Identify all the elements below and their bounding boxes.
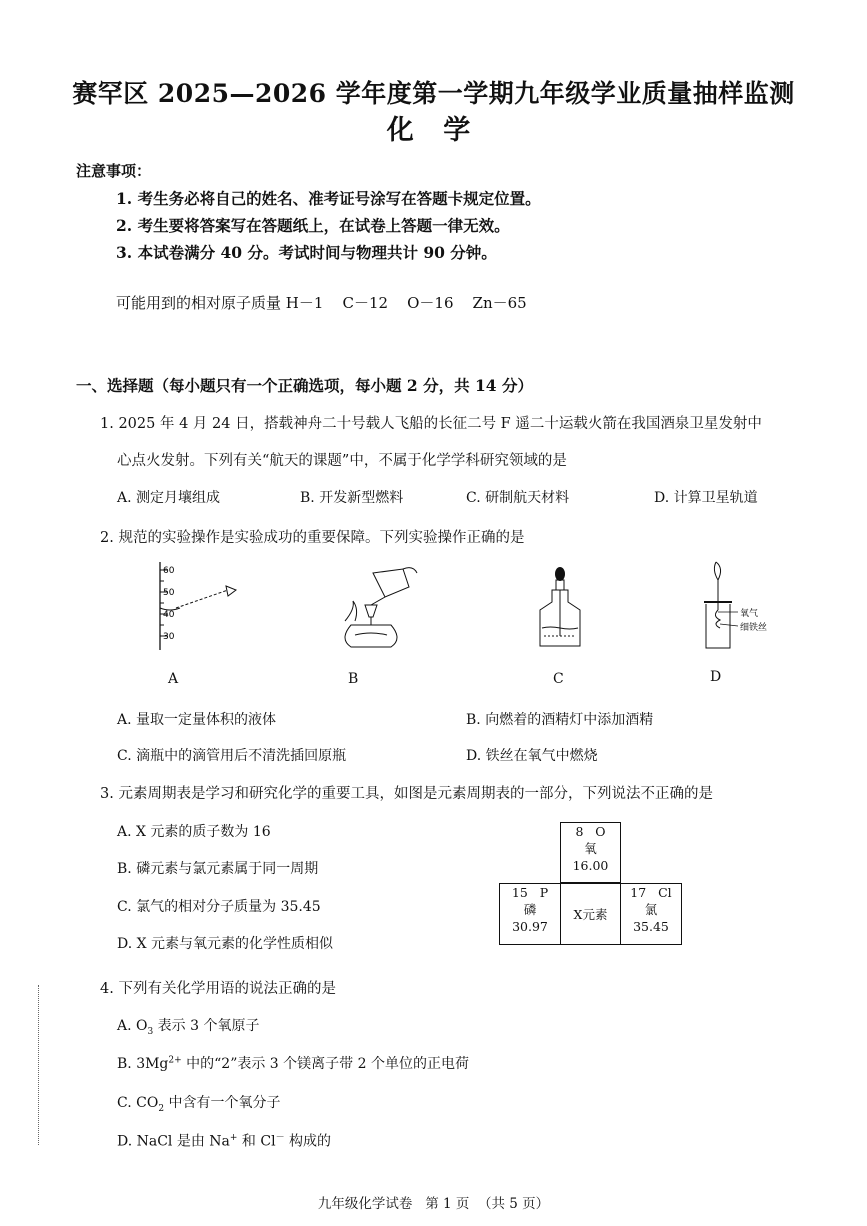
element-mass: 16.00 (572, 858, 609, 873)
element-head: 8 O (575, 824, 606, 839)
q1-option-a: A. 测定月壤组成 (117, 490, 221, 506)
tick-label: 40 (163, 610, 175, 620)
element-name: 磷 (523, 902, 537, 917)
element-name: X元素 (573, 907, 608, 922)
q3-option-a: A. X 元素的质子数为 16 (117, 824, 271, 840)
figure-a-cylinder (150, 560, 250, 652)
q4-option-c: C. $CO_2$ 中含有一个氧分子 (117, 1095, 281, 1114)
q4-option-b: B. $3Mg^{2+}$ 中的“2”表示 3 个镁离子带 2 个单位的正电荷 (117, 1055, 469, 1072)
element-name: 氯 (644, 902, 658, 917)
q3-option-b: B. 磷元素与氯元素属于同一周期 (117, 861, 319, 877)
q4-option-a: A. $O_3$ 表示 3 个氧原子 (117, 1018, 260, 1037)
figure-c-dropper-bottle (530, 566, 590, 650)
element-cell-oxygen (560, 822, 621, 883)
section-heading: 一、选择题（每小题只有一个正确选项，每小题 2 分，共 14 分） (76, 376, 533, 395)
q2-option-b: B. 向燃着的酒精灯中添加酒精 (466, 712, 654, 728)
figure-label-b: B (348, 671, 359, 687)
q4-stem: 4. 下列有关化学用语的说法正确的是 (100, 981, 336, 997)
binding-line (38, 985, 39, 1145)
q2-option-c: C. 滴瓶中的滴管用后不清洗插回原瓶 (117, 748, 347, 764)
element-cell-x (560, 883, 621, 945)
element-head: 17 Cl (630, 885, 672, 900)
figure-label-c: C (553, 671, 564, 687)
element-cell-chlorine (620, 883, 682, 945)
q1-stem-line1: 1. 2025 年 4 月 24 日，搭载神舟二十号载人飞船的长征二号 F 遥二十运载火箭在我国酒泉卫星发射中 (100, 416, 762, 432)
q2-stem: 2. 规范的实验操作是实验成功的重要保障。下列实验操作正确的是 (100, 530, 525, 546)
q1-option-b: B. 开发新型燃料 (300, 490, 404, 506)
figure-label-d: D (710, 669, 722, 685)
notice-item-3: 3. 本试卷满分 40 分。考试时间与物理共计 90 分钟。 (116, 243, 497, 262)
tick-label: 30 (163, 632, 175, 642)
q3-option-d: D. X 元素与氧元素的化学性质相似 (117, 936, 334, 952)
figure-b-alcohol-lamp (325, 565, 420, 650)
figure-label-a: A (168, 671, 179, 687)
tick-label: 60 (163, 566, 175, 576)
subject-title: 化 学 (386, 115, 481, 146)
q3-option-c: C. 氯气的相对分子质量为 35.45 (117, 899, 321, 915)
q1-option-c: C. 研制航天材料 (466, 490, 570, 506)
q4-option-d: D. NaCl 是由 Na+ 和 Cl－ 构成的 (117, 1133, 332, 1150)
tick-label: 50 (163, 588, 175, 598)
page-title: 赛罕区 2025—2026 学年度第一学期九年级学业质量抽样监测 (72, 79, 795, 108)
d-label-iron-wire: 细铁丝 (740, 623, 768, 633)
q2-option-d: D. 铁丝在氧气中燃烧 (466, 748, 598, 764)
element-mass: 30.97 (512, 919, 548, 934)
q1-option-d: D. 计算卫星轨道 (654, 490, 758, 506)
d-label-oxygen: 氧气 (740, 609, 759, 619)
atomic-masses: 可能用到的相对原子质量 H－1 C－12 O－16 Zn－65 (116, 294, 527, 312)
element-name: 氧 (584, 841, 597, 856)
page-footer: 九年级化学试卷 第 1 页 （共 5 页） (317, 1196, 550, 1212)
element-head: 15 P (511, 885, 549, 900)
notice-item-2: 2. 考生要将答案写在答题纸上，在试卷上答题一律无效。 (116, 216, 510, 235)
q1-stem-line2: 心点火发射。下列有关“航天的课题”中，不属于化学学科研究领域的是 (117, 453, 567, 469)
element-mass: 35.45 (633, 919, 669, 934)
figure-d-iron-wire (690, 560, 810, 652)
q3-stem: 3. 元素周期表是学习和研究化学的重要工具，如图是元素周期表的一部分，下列说法不正确的是 (100, 786, 713, 802)
q2-option-a: A. 量取一定量体积的液体 (117, 712, 277, 728)
element-cell-phosphorus (499, 883, 561, 945)
notice-heading: 注意事项： (76, 162, 152, 180)
notice-item-1: 1. 考生务必将自己的姓名、准考证号涂写在答题卡规定位置。 (116, 189, 541, 208)
